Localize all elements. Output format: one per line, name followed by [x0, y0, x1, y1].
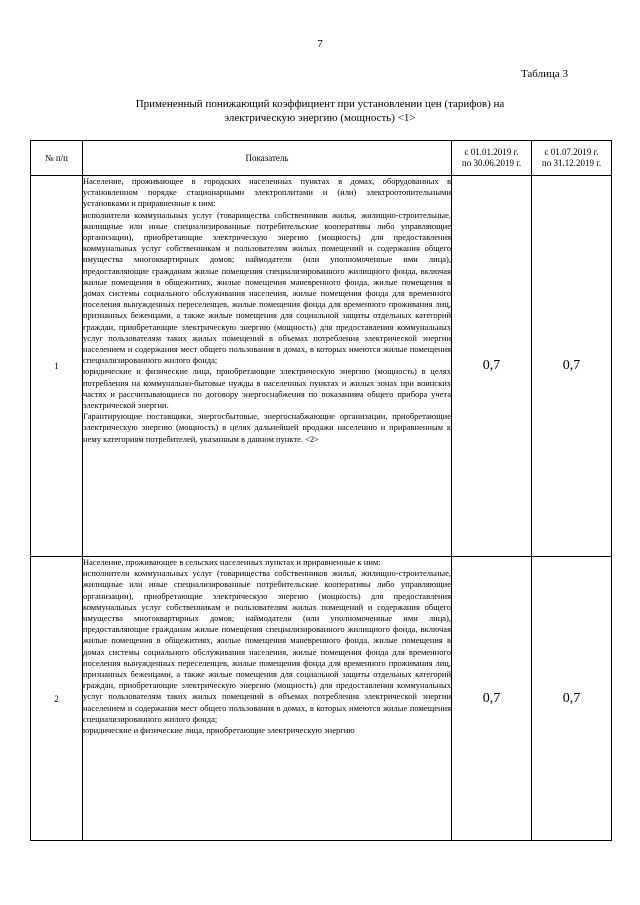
table-title-line-2: электрическую энергию (мощность) <1> [224, 112, 416, 124]
description-paragraph: Население, проживающее в городских населенных пунктах в домах, оборудованных в установленном порядке стационарными электроплитами и (или) электроотопительными установками и приравненные к ним: [83, 176, 451, 209]
coefficient-period-1: 0,7 [452, 176, 532, 557]
header-num: № п/п [31, 141, 83, 176]
row-number: 1 [31, 176, 83, 557]
table-title-line-1: Примененный понижающий коэффициент при установлении цен (тарифов) на [135, 98, 505, 110]
description-paragraph: Население, проживающее в сельских населенных пунктах и приравненные к ним: [83, 557, 381, 567]
table-header-row [31, 141, 612, 176]
header-period-2-from: с 01.07.2019 г. [544, 147, 599, 157]
header-period-1 [452, 141, 532, 176]
description-paragraph: юридические и физические лица, приобретающие электрическую энергию [83, 725, 355, 736]
description-paragraph: исполнители коммунальных услуг (товарищества собственников жилья, жилищно-строительные, жилищные или иные специализированные потребительские кооперативы либо управляющие организации), приобретающие электрическую энергию (мощность) для предоставления коммунальных услуг собственникам и пользователям жилых помещений и содержания общего имущества многоквартирных домов; наймодатели (или уполномоченные ими лица), предоставляющие гражданам жилые помещения специализированного жилищного фонда, включая жилые помещения в общежитиях, жилые помещения маневренного фонда, жилые помещения в домах системы социального обслуживания населения, жилые помещения фонда для временного поселения вынужденных переселенцев, жилые помещения фонда для временного проживания лиц, признанных беженцами, а также жилые помещения для социальной защиты отдельных категорий граждан, приобретающие электрическую энергию (мощность) для предоставления коммунальных услуг пользователям таких жилых помещений в объемах потребления электрической энергии населением и содержания мест общего пользования в домах, в которых имеются жилые помещения специализированного жилого фонда; [83, 209, 451, 366]
table-label: Таблица 3 [520, 68, 568, 80]
description-clip [83, 557, 451, 736]
header-indicator: Показатель [83, 141, 452, 176]
row-description [83, 557, 452, 841]
table-title [90, 97, 550, 125]
header-period-1-from: с 01.01.2019 г. [464, 147, 519, 157]
description-paragraph: исполнители коммунальных услуг (товарищества собственников жилья, жилищно-строительные, жилищные или иные специализированные потребительские кооперативы либо управляющие организации), приобретающие электрическую энергию (мощность) для предоставления коммунальных услуг собственникам и пользователям жилых помещений и содержания общего имущества многоквартирных домов; наймодатели (или уполномоченные ими лица), предоставляющие гражданам жилые помещения специализированного жилищного фонда, включая жилые помещения в общежитиях, жилые помещения маневренного фонда, жилые помещения в домах системы социального обслуживания населения, жилые помещения фонда для временного поселения вынужденных переселенцев, жилые помещения фонда для временного проживания лиц, признанных беженцами, а также жилые помещения для социальной защиты отдельных категорий граждан, приобретающие электрическую энергию (мощность) для предоставления коммунальных услуг пользователям таких жилых помещений в объемах потребления электрической энергии населением и содержания мест общего пользования в домах, в которых имеются жилые помещения специализированного жилого фонда; [83, 568, 451, 724]
table-row [31, 176, 612, 557]
description-paragraph: Гарантирующие поставщики, энергосбытовые, энергоснабжающие организации, приобретающие электрическую энергию (мощность) в целях дальнейшей продажи населению и приравненным к нему категориям потребителей, указанным в данном пункте. <2> [83, 411, 451, 444]
page-number: 7 [317, 38, 323, 50]
table-row [31, 557, 612, 841]
header-period-2-to: по 31.12.2019 г. [541, 158, 602, 168]
row-description [83, 176, 452, 557]
coefficient-period-2: 0,7 [532, 176, 612, 557]
header-period-2 [532, 141, 612, 176]
coefficient-period-1: 0,7 [452, 557, 532, 841]
tariff-coefficient-table [30, 140, 612, 841]
coefficient-period-2: 0,7 [532, 557, 612, 841]
description-paragraph: юридические и физические лица, приобретающие электрическую энергию (мощность) в целях потребления на коммунально-бытовые нужды в населенных пунктах и жилых зонах при воинских частях и рассчитывающиеся по договору энергоснабжения по показаниям общего прибора учета электрической энергии. [83, 366, 451, 411]
row-number: 2 [31, 557, 83, 841]
header-period-1-to: по 30.06.2019 г. [461, 158, 522, 168]
